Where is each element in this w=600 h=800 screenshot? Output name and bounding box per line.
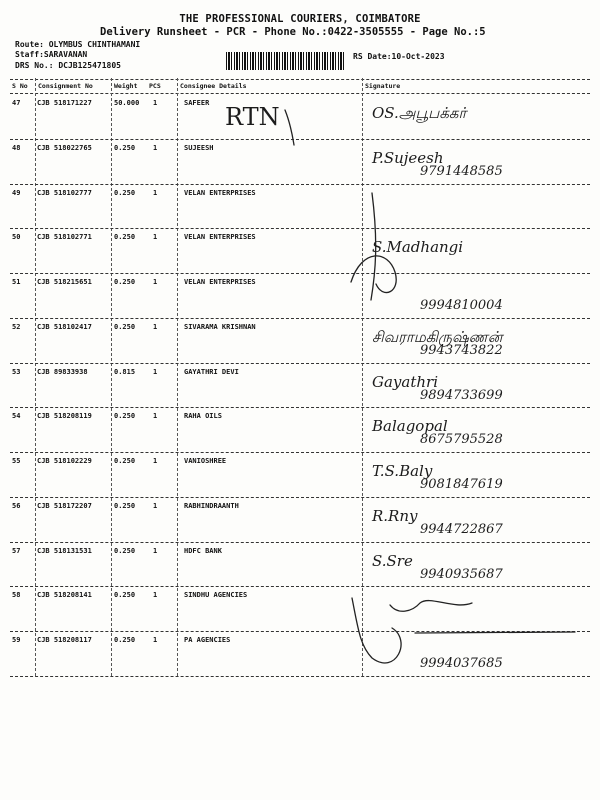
row-weight: 0.250	[114, 591, 136, 600]
row-weight: 0.250	[114, 188, 136, 197]
row-weight: 50.000	[114, 99, 140, 107]
row-consignee: PA AGENCIES	[184, 636, 231, 644]
drs-number: DRS No.: DCJB125471805	[15, 61, 121, 70]
row-separator	[10, 184, 590, 185]
row-sno: 47	[12, 99, 21, 107]
row-consignee: VELAN ENTERPRISES	[184, 188, 256, 197]
row-pcs: 1	[153, 412, 158, 421]
header-top-rule	[10, 79, 590, 80]
row-phone: 9081847619	[420, 477, 503, 492]
row-signature: OS.அபூபக்கர்	[372, 104, 467, 122]
row-sno: 51	[12, 278, 21, 286]
row-pcs: 1	[153, 636, 158, 644]
row-weight: 0.250	[114, 501, 136, 510]
row-signature: S.Sre	[372, 551, 413, 570]
row-separator	[10, 676, 590, 677]
row-pcs: 1	[153, 591, 158, 600]
row-signature: Balagopal	[372, 417, 448, 436]
row-weight: 0.815	[114, 367, 136, 376]
row-consignment-no: CJB 518022765	[37, 143, 92, 152]
row-phone: 8675795528	[420, 432, 503, 448]
row-pcs: 1	[153, 367, 158, 376]
col-header-pcs: PCS	[149, 82, 161, 90]
row-consignee: GAYATHRI DEVI	[184, 367, 239, 376]
row-pcs: 1	[153, 233, 158, 242]
barcode	[226, 52, 344, 70]
row-sno: 54	[12, 412, 21, 421]
runsheet-subtitle: Delivery Runsheet - PCR - Phone No.:0422-3505555 - Page No.:5	[100, 26, 486, 38]
row-separator	[10, 452, 590, 453]
row-consignee: SINDHU AGENCIES	[184, 591, 248, 600]
row-signature: Gayathri	[372, 372, 438, 391]
row-phone: 9944722867	[420, 521, 503, 537]
row-sno: 49	[12, 188, 21, 197]
rs-date: RS Date:10-Oct-2023	[353, 52, 445, 61]
row-consignment-no: CJB 518171227	[37, 99, 92, 107]
signature-stroke	[351, 256, 396, 293]
row-pcs: 1	[153, 322, 158, 331]
row-pcs: 1	[153, 546, 158, 555]
row-pcs: 1	[153, 501, 158, 510]
row-weight: 0.250	[114, 412, 136, 421]
row-separator	[10, 139, 590, 140]
row-weight: 0.250	[114, 278, 136, 286]
row-phone: 9940935687	[420, 566, 503, 582]
row-sno: 55	[12, 457, 21, 465]
row-consignee: RABHINDRAANTH	[184, 501, 239, 510]
row-mark: RTN	[225, 103, 280, 131]
col-header-consignment: Consignment No	[38, 82, 93, 90]
row-consignment-no: CJB 518208117	[37, 636, 92, 644]
row-consignee: RAHA OILS	[184, 412, 222, 421]
row-phone: 9894733699	[420, 387, 503, 403]
row-phone: 9994037685	[420, 656, 503, 671]
row-consignment-no: CJB 518102229	[37, 457, 92, 465]
row-weight: 0.250	[114, 233, 136, 242]
row-consignee: HDFC BANK	[184, 546, 222, 555]
row-consignee: VANIOSHREE	[184, 457, 227, 465]
row-sno: 56	[12, 501, 21, 510]
row-signature: சிவராமகிருஷ்ணன்	[372, 327, 503, 346]
row-pcs: 1	[153, 457, 158, 465]
row-pcs: 1	[153, 143, 158, 152]
row-weight: 0.250	[114, 636, 136, 644]
row-signature: P.Sujeesh	[372, 148, 444, 167]
row-consignment-no: CJB 518102771	[37, 233, 92, 242]
row-consignment-no: CJB 518102417	[37, 322, 92, 331]
row-consignment-no: CJB 89833938	[37, 367, 88, 376]
row-separator	[10, 273, 590, 274]
col-header-weight: Weight	[114, 82, 138, 90]
col-header-signature: Signature	[365, 82, 401, 90]
row-sno: 53	[12, 367, 21, 376]
row-phone: 9994810004	[420, 298, 503, 313]
staff-label: Staff:SARAVANAN	[15, 50, 88, 59]
row-separator	[10, 497, 590, 498]
row-signature: S.Madhangi	[372, 238, 464, 257]
signature-stroke	[285, 110, 294, 145]
row-consignment-no: CJB 518215651	[37, 278, 92, 286]
row-sno: 57	[12, 546, 21, 555]
row-pcs: 1	[153, 99, 158, 107]
row-weight: 0.250	[114, 143, 136, 152]
row-consignee: VELAN ENTERPRISES	[184, 278, 256, 286]
row-consignment-no: CJB 518172207	[37, 501, 92, 510]
row-weight: 0.250	[114, 322, 136, 331]
row-consignee: SAFEER	[184, 99, 210, 107]
row-separator	[10, 586, 590, 587]
route-label: Route: OLYMBUS CHINTHAMANI	[15, 40, 141, 49]
row-weight: 0.250	[114, 546, 136, 555]
row-phone: 9791448585	[420, 163, 503, 179]
row-separator	[10, 363, 590, 364]
row-sno: 52	[12, 322, 21, 331]
row-separator	[10, 318, 590, 319]
row-separator	[10, 631, 590, 632]
row-weight: 0.250	[114, 457, 136, 465]
row-pcs: 1	[153, 188, 158, 197]
signature-stroke	[390, 601, 472, 612]
row-sno: 59	[12, 636, 21, 644]
row-consignee: SUJEESH	[184, 143, 214, 152]
row-consignment-no: CJB 518208119	[37, 412, 92, 421]
row-separator	[10, 228, 590, 229]
row-signature: R.Rny	[372, 506, 418, 525]
row-consignee: SIVARAMA KRISHNAN	[184, 322, 256, 331]
row-separator	[10, 407, 590, 408]
runsheet-title: THE PROFESSIONAL COURIERS, COIMBATORE	[179, 13, 421, 25]
header-bottom-rule	[10, 93, 590, 94]
row-consignment-no: CJB 518102777	[37, 188, 92, 197]
col-header-sno: S No	[12, 82, 28, 90]
row-sno: 58	[12, 591, 21, 600]
row-signature: T.S.Baly	[372, 462, 433, 480]
row-consignment-no: CJB 518208141	[37, 591, 92, 600]
row-sno: 48	[12, 143, 21, 152]
row-separator	[10, 542, 590, 543]
col-header-consignee: Consignee Details	[180, 82, 247, 90]
row-consignment-no: CJB 518131531	[37, 546, 92, 555]
row-consignee: VELAN ENTERPRISES	[184, 233, 256, 242]
signature-stroke	[415, 632, 575, 633]
row-phone: 9943743822	[420, 342, 503, 358]
row-sno: 50	[12, 233, 21, 242]
row-pcs: 1	[153, 278, 158, 286]
